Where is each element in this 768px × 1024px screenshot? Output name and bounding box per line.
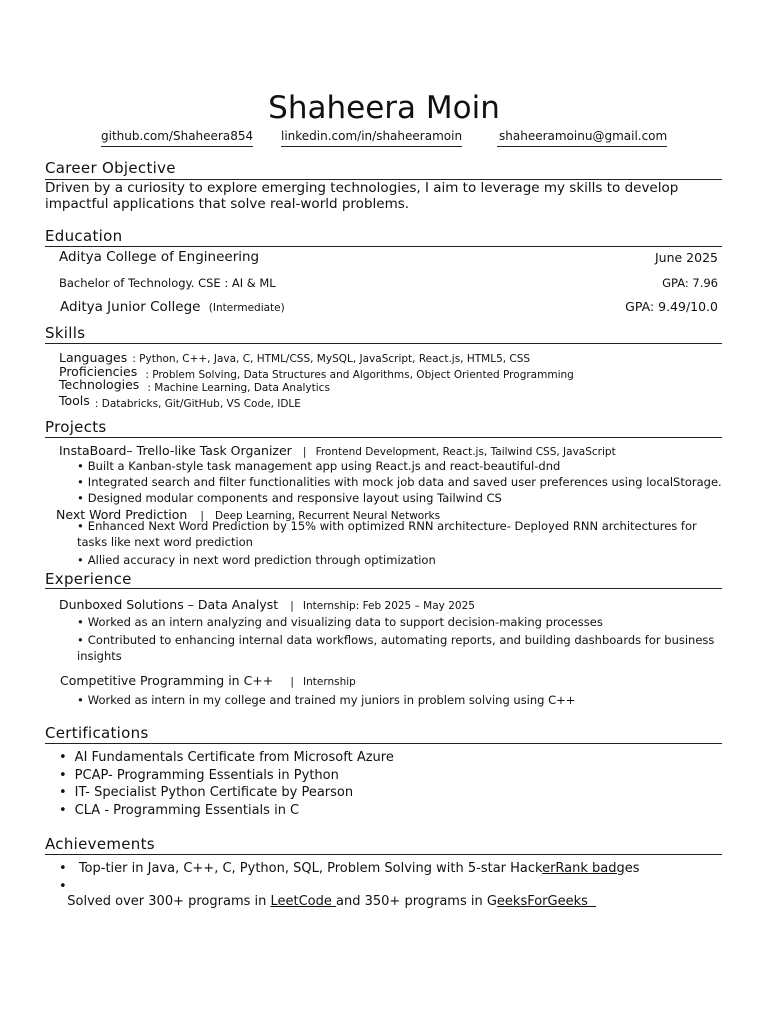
- experience-name: Competitive Programming in C++: [60, 673, 274, 688]
- achievement-item: [59, 861, 640, 876]
- github-link[interactable]: github.com/Shaheera854: [101, 129, 253, 147]
- project-name: InstaBoard– Trello-like Task Organizer: [59, 443, 292, 458]
- experience-bullet: • Contributed to enhancing internal data workflows, automating reports, and building dashboards for business insights: [77, 632, 717, 664]
- section-divider: [45, 437, 722, 438]
- project-header: [59, 440, 616, 459]
- skills-value: : Databricks, Git/GitHub, VS Code, IDLE: [94, 398, 301, 410]
- project-separator: |: [302, 446, 307, 458]
- experience-bullet: • Worked as intern in my college and trained my juniors in problem solving using C++: [77, 692, 575, 708]
- section-title-certifications: Certifications: [45, 724, 149, 742]
- section-title-projects: Projects: [45, 418, 107, 436]
- section-title-skills: Skills: [45, 324, 86, 342]
- education-college: Aditya College of Engineering: [59, 249, 260, 265]
- skills-label: Proficiencies: [59, 364, 138, 379]
- achievement-text: and 350+ programs in G: [336, 894, 497, 909]
- geeksforgeeks-link[interactable]: eeksForGeeks: [496, 894, 597, 909]
- achievement-text: Top-tier in Java, C++, C, Python, SQL, Problem Solving with 5-star Hack: [78, 861, 543, 876]
- email-link[interactable]: shaheeramoinu@gmail.com: [497, 129, 667, 147]
- certification-item: • CLA - Programming Essentials in C: [59, 803, 299, 818]
- project-tech: Frontend Development, React.js, Tailwind CSS, JavaScript: [315, 446, 616, 458]
- skills-value: : Machine Learning, Data Analytics: [147, 382, 330, 394]
- experience-separator: |: [290, 676, 294, 688]
- education-junior-college-name: Aditya Junior College: [60, 299, 201, 315]
- skills-row-tools: [59, 390, 301, 409]
- achievement-text: Solved over 300+ programs in: [67, 894, 271, 909]
- experience-detail: Internship: [303, 676, 356, 688]
- project-bullet: • Enhanced Next Word Prediction by 15% with optimized RNN architecture- Deployed RNN architectures for tasks like next word prediction: [77, 518, 707, 550]
- project-bullet: • Designed modular components and responsive layout using Tailwind CS: [77, 490, 502, 506]
- section-title-education: Education: [45, 227, 123, 245]
- project-bullet: • Integrated search and filter functionalities with mock job data and saved user preferences using localStorage.: [77, 474, 722, 490]
- education-date: June 2025: [654, 250, 718, 265]
- education-degree: Bachelor of Technology. CSE : AI & ML: [59, 276, 276, 290]
- education-junior-college: [60, 299, 285, 315]
- achievement-item: [59, 879, 596, 909]
- skills-label: Languages: [59, 350, 128, 365]
- project-separator: |: [200, 510, 204, 522]
- section-title-experience: Experience: [45, 570, 132, 588]
- project-bullet: • Built a Kanban-style task management app using React.js and react-beautiful-dnd: [77, 458, 560, 474]
- resume-name: Shaheera Moin: [268, 90, 500, 126]
- project-tech: Deep Learning, Recurrent Neural Networks: [215, 510, 441, 522]
- education-gpa: GPA: 7.96: [662, 276, 718, 290]
- section-divider: [45, 343, 722, 344]
- skills-value: : Problem Solving, Data Structures and Algorithms, Object Oriented Programming: [145, 369, 574, 381]
- education-junior-college-note: (Intermediate): [208, 302, 285, 314]
- experience-separator: |: [290, 600, 294, 612]
- linkedin-link[interactable]: linkedin.com/in/shaheeramoin: [281, 129, 462, 147]
- education-junior-gpa: GPA: 9.49/10.0: [625, 299, 718, 314]
- leetcode-link[interactable]: LeetCode: [270, 894, 337, 909]
- objective-text: Driven by a curiosity to explore emerging technologies, I aim to leverage my skills to develop impactful applications that solve real-world problems.: [45, 180, 679, 212]
- section-divider: [45, 743, 722, 744]
- experience-header: [60, 670, 356, 689]
- section-divider: [45, 246, 722, 247]
- certification-item: • IT- Specialist Python Certificate by Pearson: [59, 785, 353, 800]
- hackerrank-link[interactable]: erRank badg: [542, 861, 625, 876]
- skills-label: Tools: [59, 393, 90, 408]
- section-title-achievements: Achievements: [45, 835, 155, 853]
- experience-bullet: • Worked as an intern analyzing and visualizing data to support decision-making processes: [77, 614, 603, 630]
- certification-item: • AI Fundamentals Certificate from Microsoft Azure: [59, 750, 394, 765]
- project-name: Next Word Prediction: [56, 507, 188, 522]
- section-title-objective: Career Objective: [45, 159, 176, 177]
- skills-value: : Python, C++, Java, C, HTML/CSS, MySQL, JavaScript, React.js, HTML5, CSS: [132, 353, 531, 365]
- skills-label: Technologies: [59, 377, 140, 392]
- project-bullet: • Allied accuracy in next word prediction through optimization: [77, 552, 436, 568]
- experience-header: [59, 594, 475, 613]
- section-divider: [45, 588, 722, 589]
- experience-detail: Internship: Feb 2025 – May 2025: [302, 600, 475, 612]
- section-divider: [45, 854, 722, 855]
- certification-item: • PCAP- Programming Essentials in Python: [59, 768, 339, 783]
- achievement-text: es: [624, 861, 640, 876]
- experience-name: Dunboxed Solutions – Data Analyst: [59, 597, 279, 612]
